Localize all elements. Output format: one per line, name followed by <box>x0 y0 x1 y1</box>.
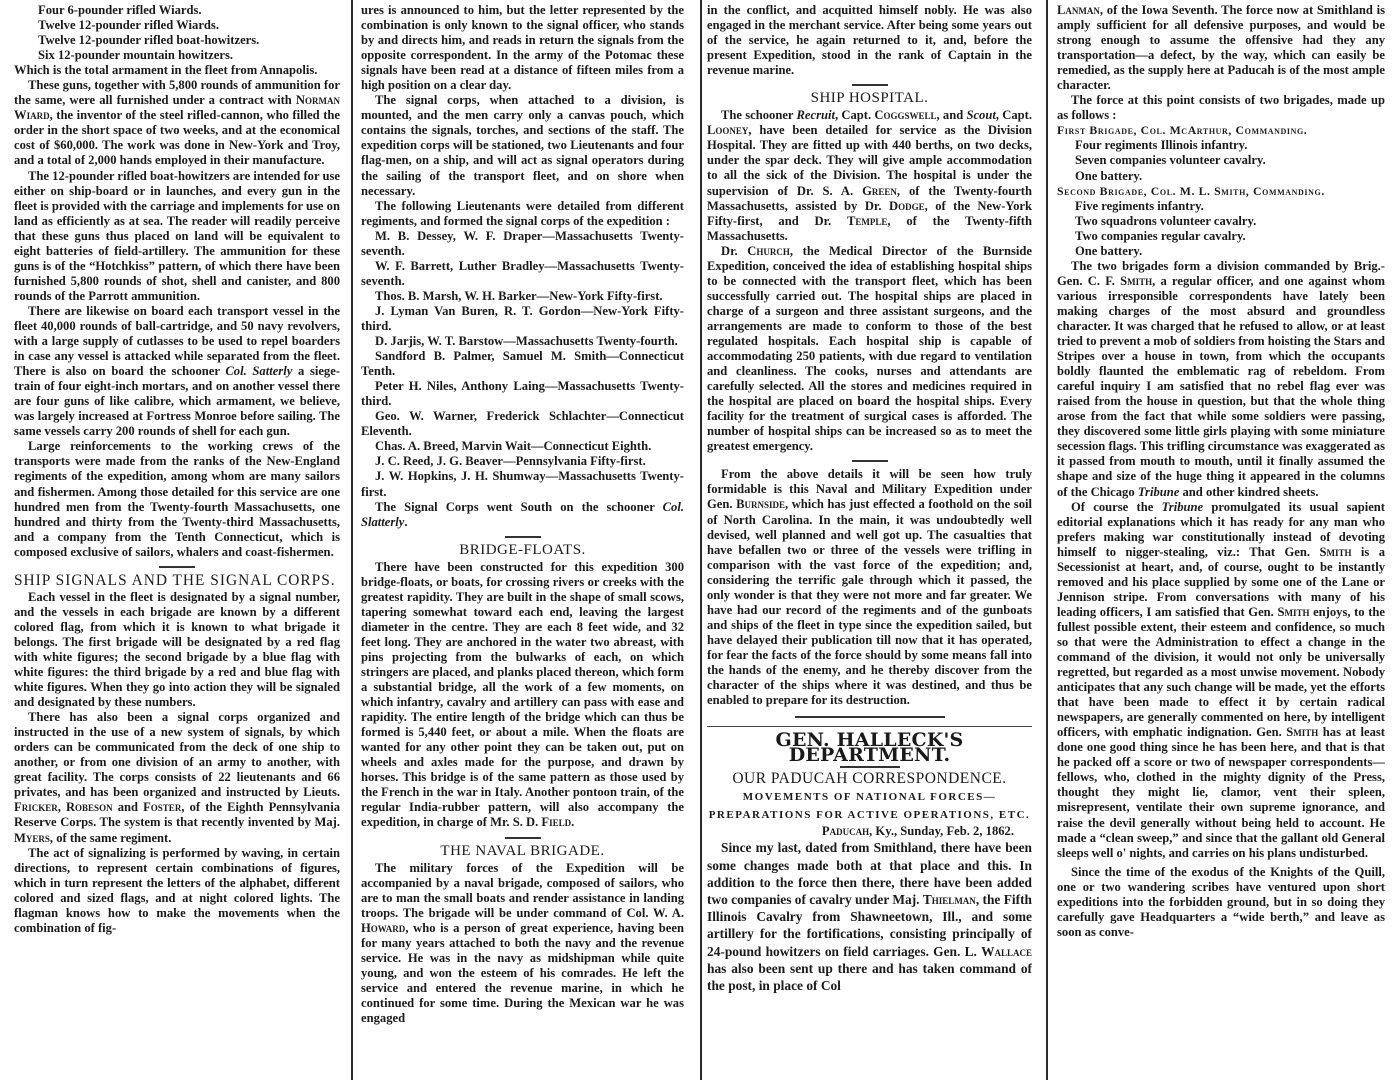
section-divider <box>505 837 541 839</box>
ship-name: Col. Slatterly <box>361 499 684 529</box>
armament-item: Twelve 12-pounder rifled Wiards. <box>38 18 219 33</box>
brigade-item: One battery. <box>1075 243 1143 258</box>
column-rule <box>1046 0 1048 1080</box>
paragraph: Which is the total armament in the fleet from Annapolis. <box>14 63 318 78</box>
lieutenant-entry: Peter H. Niles, Anthony Laing—Massachusetts Twenty-third. <box>361 379 684 409</box>
correspondence-heading: OUR PADUCAH CORRESPONDENCE. <box>732 770 1007 788</box>
person-name: Norman Wiard <box>14 93 340 123</box>
paragraph: in the conflict, and acquitted himself nobly. He was also engaged in the merchant service. After being some years out of the service, he again returned to it, and, before the present Expedition, stood in the rank of Captain in the revenue marine. <box>707 3 1032 78</box>
paragraph: The signal corps, when attached to a division, is mounted, and the men carry only a canvas pouch, which contains the signals, torches, and sections of the staff. The expedition corps will be stationed, two Lieutenants and four flag-men, on a ship, and will act as signal operators during the sailing of the transport fleet, and on shore when necessary. <box>361 93 684 198</box>
paragraph: Lanman, of the Iowa Seventh. The force now at Smithland is amply sufficient for all defensive purposes, and would be strong enough to assume the offensive had they any transportation—a defect, by the way, which can easily be remedied, as the supply here at Paducah is of the most ample character. <box>1057 3 1385 93</box>
lieutenant-entry: J. W. Hopkins, J. H. Shumway—Massachusetts Twenty-first. <box>361 469 684 499</box>
lieutenant-entry: J. Lyman Van Buren, R. T. Gordon—New-York Fifty-third. <box>361 303 684 333</box>
brigade-item: Seven companies volunteer cavalry. <box>1075 153 1266 168</box>
subheading: MOVEMENTS OF NATIONAL FORCES—PREPARATIONS FOR ACTIVE OPERATIONS, ETC. <box>708 791 1031 822</box>
ship-name: Col. Satterly <box>225 364 293 379</box>
paragraph: There are likewise on board each transport vessel in the fleet 40,000 rounds of ball-cartridge, and 50 navy revolvers, with a large supply of cutlasses to be used to repel boarders in case any vessel is attacked while separated from the fleet. There is also on board the schooner Col. Satterly a siege-train of four eight-inch mortars, and on another vessel there are four guns of like calibre, which armament, we believe, was largely increased at Fortress Monroe before sailing. The same vessels carry 200 rounds of shell for each gun. <box>14 303 340 439</box>
section-divider <box>852 84 888 86</box>
paragraph: The force at this point consists of two brigades, made up as follows : <box>1057 93 1385 123</box>
paragraph: The Signal Corps went South on the schooner Col. Slatterly. <box>361 499 684 529</box>
paragraph: Each vessel in the fleet is designated by a signal number, and the vessels in each brigade are known by a different colored flag, from which it is known to what brigade it belongs. The first brigade will be designated by a red flag with white figures; the second brigade by a blue flag with white figures: the third brigade by a red and blue flag with white figures. When they go into action they will be signaled and designated by these numbers. <box>14 589 340 710</box>
paragraph: Large reinforcements to the working crews of the transports were made from the ranks of the New-England regiments of the expedition, among whom are many sailors and fishermen. Among those detailed for this service are one hundred men from the Twenty-fourth Massachusetts, one hundred and thirty from the Twenty-third Massachusetts, and a company from the Tenth Connecticut, which is composed exclusive of sailors, whalers and coast-fishermen. <box>14 439 340 559</box>
column-4 <box>1057 0 1385 1080</box>
section-divider <box>795 716 945 718</box>
section-heading: THE NAVAL BRIGADE. <box>440 842 605 859</box>
brigade-title: Second Brigade, Col. M. L. Smith, Commanding. <box>1057 183 1325 198</box>
lieutenant-entry: Thos. B. Marsh, W. H. Barker—New-York Fifty-first. <box>375 288 663 303</box>
lieutenant-entry: Geo. W. Warner, Frederick Schlachter—Connecticut Eleventh. <box>361 409 684 439</box>
paragraph: Since my last, dated from Smithland, there have been some changes made both at that place and this. In addition to the force then there, there have been added two companies of cavalry under Maj. Thielman, the Fifth Illinois Cavalry from Shawneetown, Ill., and some artillery for the fortifications, consisting principally of 24-pound howitzers on field carriages. Gen. L. Wallace has also been sent up there and has taken command of the post, in place of Col <box>707 840 1032 993</box>
column-1 <box>14 0 340 1080</box>
brigade-title: First Brigade, Col. McArthur, Commanding. <box>1057 123 1308 138</box>
brigade-item: Two companies regular cavalry. <box>1075 228 1246 243</box>
paragraph: There have been constructed for this expedition 300 bridge-floats, or boats, for crossing rivers or creeks with the greatest rapidity. They are built in the shape of small scows, tapering somewhat toward each end, leaving the largest diameter in the centre. They are each 8 feet wide, and 32 feet long. They are anchored in the water two abreast, with pins projecting from the bulwarks of each, on which stringers are placed, and planks placed thereon, which form a substantial bridge, all the work of a few moments, on which infantry, cavalry and artillery can pass with ease and rapidity. The entire length of the bridge which can thus be formed is 5,440 feet, or about a mile. When the floats are wanted for any other point they can be taken out, put on wheels and axles made for the purpose, and drawn by horses. This bridge is of the same pattern as those used by the French in the war in Italy. Another pontoon train, of the regular India-rubber pattern, will also accompany the expedition, in charge of Mr. S. D. Field. <box>361 559 684 830</box>
armament-item: Four 6-pounder rifled Wiards. <box>38 3 202 17</box>
department-heading: GEN. HALLECK'S DEPARTMENT. <box>775 729 964 767</box>
paragraph: ures is announced to him, but the letter represented by the combination is only known to the signal officer, who stands by and directs him, and reads in return the signals from the opposite correspondent. In the army of the Potomac these signals have been read at a distance of fifteen miles from a high position on a clear day. <box>361 3 684 93</box>
brigade-item: One battery. <box>1075 168 1143 183</box>
column-rule <box>700 0 702 1080</box>
paragraph: The two brigades form a division commanded by Brig.-Gen. C. F. Smith, a regular officer, and one against whom various irresponsible correspondents have lately been making charges of the most absurd and groundless character. It was charged that he refused to allow, or at least tried to prevent a mob of soldiers from hoisting the Stars and Stripes over a house in town, from which the occupants boldly flaunted the emblematic rag of rebeldom. From careful inquiry I am satisfied that no rebel flag ever was raised from the house in question, but that the whole thing arose from the fact that while some soldiers were passing, they discovered some little girls playing with some miniature secession flags. This trifling circumstance was exaggerated as it passed from mouth to mouth, until it finally assumed the shape and size of the huge thing it appeared in the columns of the Chicago Tribune and other kindred sheets. <box>1057 258 1385 499</box>
paragraph: These guns, together with 5,800 rounds of ammunition for the same, were all furnished under a contract with Norman Wiard, the inventor of the steel rifled-cannon, who filled the order in the short space of two weeks, and at the economical cost of $60,000. The work was done in New-York and Troy, and a total of 2,000 hands employed in their manufacture. <box>14 78 340 168</box>
lieutenants-list <box>361 229 684 500</box>
brigade-item: Four regiments Illinois infantry. <box>1075 138 1248 153</box>
paragraph: The following Lieutenants were detailed from different regiments, and formed the signal corps of the expedition : <box>361 198 684 228</box>
section-divider <box>505 536 541 538</box>
lieutenant-entry: M. B. Dessey, W. F. Draper—Massachusetts Twenty-seventh. <box>361 228 684 258</box>
paragraph: Since the time of the exodus of the Knights of the Quill, one or two wandering scribes have ventured upon short expeditions into the forbidden ground, but in so doing they carefully gave Headquarters a “wide berth,” and leave as soon as conve- <box>1057 864 1385 939</box>
paragraph: Of course the Tribune promulgated its usual sapient editorial explanations which it has ready for any man who prefers making war constitutionally instead of devoting himself to nigger-stealing, viz.: That Gen. Smith is a Secessionist at heart, and, of course, ought to be instantly removed and his place supplied by some one of the Lane or Jennison stripe. From conversations with many of his leading officers, I am satisfied that Gen. Smith enjoys, to the fullest possible extent, their esteem and confidence, so much so that were the Administration to effect a change in the command of the division, it would not only be universally regretted, but regarded as a most unwise movement. Nobody anticipates that any such change will be made, yet the efforts that have been made to effect it by certain radical newspapers, are generally commented on here, by intelligent officers, with emphatic indignation. Gen. Smith has at least done one good thing since he has been here, and that is that he packed off a score or two of newspaper correspondents—fellows, who, clothed in the mighty dignity of the Press, thought they might lie, clamor, vent their spleen, misrepresent, ventilate their own supreme ignorance, and raise the devil generally without being held to account. He made a “clean sweep,” and since that the gallant old General sleeps well o' nights, and carries on his plans undisturbed. <box>1057 499 1385 860</box>
paragraph: Dr. Church, the Medical Director of the Burnside Expedition, conceived the idea of establishing hospital ships to be connected with the transport fleet, which has been successfully carried out. The hospital ships are placed in charge of a surgeon and three assistant surgeons, and the arrangements are made to conform to those of the best regulated hospitals. Each hospital ship is capable of accommodating 250 patients, with due regard to ventilation and cleanliness. The cooks, nurses and attendants are carefully selected. All the stores and medicines required in the hospital are placed on board the hospital ships. Every facility for the treatment of surgical cases is afforded. The number of hospital ships can be increased so as to meet the greatest emergency. <box>707 243 1032 454</box>
lieutenant-entry: J. C. Reed, J. G. Beaver—Pennsylvania Fifty-first. <box>375 454 646 469</box>
armament-item: Twelve 12-pounder rifled boat-howitzers. <box>38 33 260 48</box>
brigade-item: Five regiments infantry. <box>1075 198 1204 213</box>
lieutenant-entry: D. Jarjis, W. T. Barstow—Massachusetts Twenty-fourth. <box>375 334 678 349</box>
lieutenant-entry: Chas. A. Breed, Marvin Wait—Connecticut Eighth. <box>375 439 652 454</box>
lieutenant-entry: W. F. Barrett, Luther Bradley—Massachusetts Twenty-seventh. <box>361 258 684 288</box>
column-2 <box>361 0 684 1080</box>
lieutenant-entry: Sandford B. Palmer, Samuel M. Smith—Connecticut Tenth. <box>361 349 684 379</box>
paragraph: The act of signalizing is performed by waving, in certain directions, to represent certain combinations of figures, which in turn represent the letters of the alphabet, different colored and sized flags, and at night colored lights. The flagman knows how to make the movements when the combination of fig- <box>14 845 340 935</box>
paragraph: From the above details it will be seen how truly formidable is this Naval and Military Expedition under Gen. Burnside, which has just effected a foothold on the soil of North Carolina. In the main, it was undoubtedly well devised, well planned and well got up. The casualties that have befallen two or three of the vessels were trifling in comparison with the vast force of the expedition; and, considering the terrific gale through which it passed, the only wonder is that they were not more and far greater. We have had our record of the regiments and of the gunboats and ships of the fleet in type since the expedition sailed, but have delayed their publication till now that it has operated, for fear the facts of the force should by some means fall into the hands of the enemy, and he thereby discover from the character of the ships where it was destined, and thus be enabled to prepare for its destruction. <box>707 467 1032 708</box>
paragraph: The schooner Recruit, Capt. Coggswell, and Scout, Capt. Looney, have been detailed for service as the Division Hospital. They are fitted up with 440 berths, on two decks, under the spar deck. They will give ample accommodation to all the sick of the Division. The hospital is under the supervision of Dr. S. A. Green, of the Twenty-fourth Massachusetts, assisted by Dr. Dodge, of the New-York Fifty-first, and Dr. Temple, of the Twenty-fifth Massachusetts. <box>707 108 1032 243</box>
brigade-item: Two squadrons volunteer cavalry. <box>1075 213 1257 228</box>
paragraph: The 12-pounder rifled boat-howitzers are intended for use either on ship-board or in launches, and every gun in the fleet is provided with the carriage and implements for use on land as efficiently as at sea. The reader will readily perceive that these guns thus placed on land will be equivalent to eight batteries of field-artillery. The ammunition for these guns is of the “Hotchkiss” pattern, of which there have been furnished 5,800 rounds of shot, shell and canister, and 800 rounds of the Parrott ammunition. <box>14 168 340 303</box>
column-3 <box>707 0 1032 1080</box>
ornament-divider <box>840 766 900 768</box>
armament-item: Six 12-pounder mountain howitzers. <box>38 48 233 63</box>
paragraph: The military forces of the Expedition will be accompanied by a naval brigade, composed of sailors, who are to man the small boats and render assistance in landing troops. The brigade will be under command of Col. W. A. Howard, who is a person of great experience, having been for many years attached to both the navy and the revenue service. He was in the navy as midshipman while quite young, and won the esteem of his comrades. He left the service and entered the revenue marine, in which he continued for some time. During the Mexican war he was engaged <box>361 860 684 1026</box>
column-rule <box>351 0 353 1080</box>
section-heading: BRIDGE-FLOATS. <box>459 541 586 558</box>
paragraph: There has also been a signal corps organized and instructed in the use of a new system of signals, by which orders can be communicated from the deck of one ship to another, or from one division of an army to another, with great facility. The corps consists of 22 lieutenants and 66 privates, and has been organized and instructed by Lieuts. Fricker, Robeson and Foster, of the Eighth Pennsylvania Reserve Corps. The system is that recently invented by Maj. Myers, of the same regiment. <box>14 710 340 845</box>
section-divider <box>852 460 888 462</box>
dateline: Paducah, Ky., Sunday, Feb. 2, 1862. <box>821 824 1014 839</box>
section-divider <box>159 566 195 568</box>
armament-list <box>14 3 340 63</box>
section-heading: SHIP SIGNALS AND THE SIGNAL CORPS. <box>14 571 336 589</box>
halleck-department-section <box>707 726 1032 994</box>
section-heading: SHIP HOSPITAL. <box>810 90 929 107</box>
